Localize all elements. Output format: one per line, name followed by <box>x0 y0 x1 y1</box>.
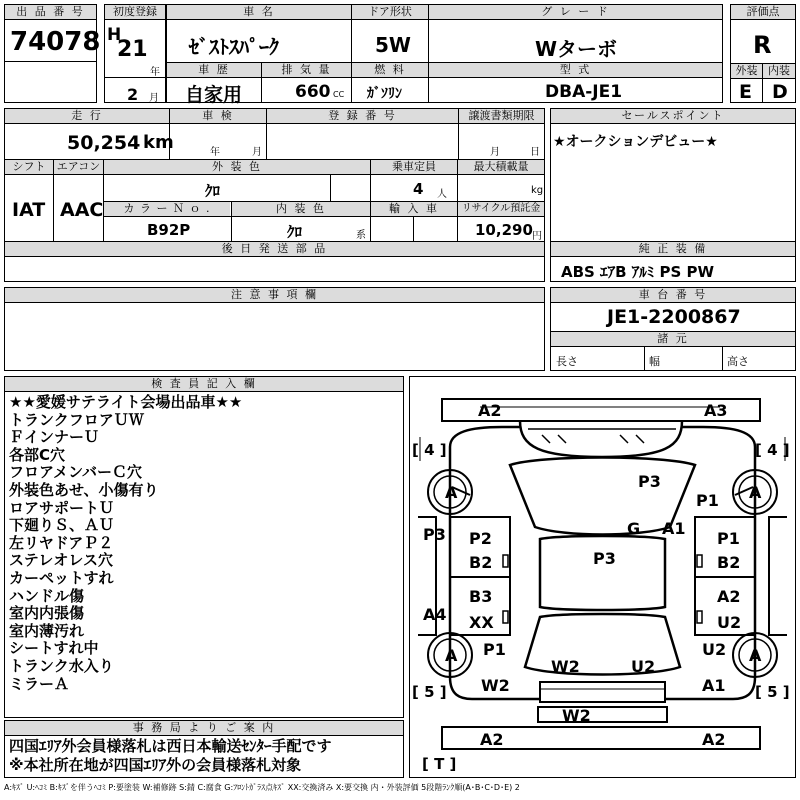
disp-unit: CC <box>333 90 345 99</box>
inspector-line: ★★愛媛サテライト会場出品車★★ <box>9 393 243 411</box>
mark-tail: W2 <box>562 706 591 725</box>
car-outline-diagram <box>410 377 795 777</box>
car-name-label: 車 名 <box>167 5 351 19</box>
insp-month-unit: 月 <box>252 147 262 158</box>
inspector-line: 室内薄汚れ <box>9 621 85 640</box>
mark-rear-u: U2 <box>631 657 656 676</box>
chassis-value: JE1-2200867 <box>607 306 741 328</box>
sales-point-text: ★オークションデビュー★ <box>553 134 718 150</box>
mark-bracket-right-bottom: [ 5 ] <box>755 683 790 701</box>
inspector-box <box>4 376 404 718</box>
spec-row-box <box>166 4 723 106</box>
color-value: ｸﾛ <box>205 182 221 200</box>
import-label: 輸 入 車 <box>371 202 457 216</box>
inspector-line: ロアサポートＵ <box>9 498 115 517</box>
intcolor-label: 内 装 色 <box>232 202 370 216</box>
inspector-line: カーペットすれ <box>9 568 114 587</box>
inspector-line: フロアメンバーＣ穴 <box>9 463 143 482</box>
mark-qtr-r: U2 <box>702 640 727 659</box>
office-box <box>4 720 404 778</box>
disp-label: 排 気 量 <box>262 63 351 77</box>
chassis-label: 車 台 番 号 <box>551 288 795 302</box>
history-value: 自家用 <box>185 84 243 106</box>
length-label: 長さ <box>556 355 578 368</box>
mileage-unit: km <box>143 132 174 153</box>
inspector-line: 各部C穴 <box>9 445 66 464</box>
inspector-line: ハンドル傷 <box>9 586 85 605</box>
chassis-box <box>550 287 796 371</box>
equipment-value: ABS ｴｱB ｱﾙﾐ PS PW <box>561 263 715 281</box>
specs-label: 諸 元 <box>551 332 795 346</box>
shift-label: シフト <box>5 160 53 174</box>
capacity-label: 乗車定員 <box>371 160 457 174</box>
colorno-value: B92P <box>147 221 191 239</box>
recycle-value: 10,290 <box>475 221 533 239</box>
int-value: D <box>772 81 788 103</box>
mileage-label: 走 行 <box>5 109 169 123</box>
insp-year-unit: 年 <box>210 147 220 158</box>
height-label: 高さ <box>727 355 749 368</box>
mark-bracket-right-top: [ 4 ] <box>755 441 790 459</box>
width-label: 幅 <box>649 355 660 368</box>
mark-door-rl-x: XX <box>469 613 494 632</box>
legend: A:ｷｽﾞ U:ﾍｺﾐ B:ｷｽﾞを伴うﾍｺﾐ P:要塗装 W:補修跡 S:錆 C:腐食 G:ﾌﾛﾝﾄｶﾞﾗｽ点ｷｽﾞ XX:交換済み X:要交換 内・外装評価 5段階ﾗﾝｸ順(A･B･C･D･E) 2 <box>4 783 520 792</box>
mark-qtr-l: P1 <box>483 640 506 659</box>
inspector-line: 室内内張傷 <box>9 604 85 623</box>
ext-label: 外装 <box>731 64 762 78</box>
office-line-1: 四国ｴﾘｱ外会員様落札は西日本輸送ｾﾝﾀｰ手配です <box>9 737 332 755</box>
caution-box <box>4 287 545 371</box>
inspector-line: 左リヤドアＰ２ <box>9 533 114 552</box>
inspector-line: ステレオレス穴 <box>9 551 113 570</box>
grade-label: グ レ ー ド <box>429 5 722 19</box>
lot-number-box <box>4 4 101 103</box>
recycle-unit: 円 <box>532 231 542 242</box>
mark-rear-glass: W2 <box>551 657 580 676</box>
mark-wheel-rl: A <box>445 646 458 665</box>
inspector-line: 下廻りＳ、ＡＵ <box>9 516 115 535</box>
transfer-label: 譲渡書類期限 <box>459 109 544 123</box>
vehicle-info-box <box>4 108 545 282</box>
score-label: 評価点 <box>731 5 795 19</box>
damage-diagram <box>409 376 796 778</box>
equipment-label: 純 正 装 備 <box>551 242 795 256</box>
disp-value: 660 <box>295 82 331 102</box>
mark-rear-l: W2 <box>481 676 510 695</box>
capacity-value: 4 <box>413 180 424 198</box>
car-name: ｾﾞｽﾄｽﾊﾟｰｸ <box>189 35 279 59</box>
lot-number: 74078 <box>10 27 101 57</box>
door-value: 5W <box>375 33 411 57</box>
month-unit: 月 <box>149 93 159 104</box>
mark-left-side-upper: P3 <box>423 525 446 544</box>
inspector-notes <box>9 394 242 693</box>
fuel-label: 燃 料 <box>352 63 428 77</box>
door-label: ドア形状 <box>352 5 428 19</box>
first-reg-label: 初度登録 <box>105 5 165 19</box>
mark-door-fl-p: P2 <box>469 529 492 548</box>
mark-wheel-fr: A <box>749 483 762 502</box>
grade-value: Wターボ <box>535 37 618 61</box>
int-label: 内装 <box>763 64 795 78</box>
year-unit: 年 <box>150 67 160 78</box>
mark-rear-r: A1 <box>702 676 726 695</box>
mark-windshield-g: G <box>627 519 641 538</box>
mark-top-right: A3 <box>704 401 728 420</box>
mark-bracket-left-top: [ 4 ] <box>412 441 447 459</box>
aircon-value: AAC <box>60 199 104 221</box>
aircon-label: エアコン <box>54 160 103 174</box>
inspector-line: シートすれ中 <box>9 639 99 658</box>
plate-label: 登 録 番 号 <box>267 109 458 123</box>
model-value: DBA-JE1 <box>545 82 623 102</box>
capacity-unit: 人 <box>437 189 447 200</box>
inspector-line: トランクフロアＵＷ <box>9 410 144 429</box>
loadcap-label: 最大積載量 <box>458 160 544 174</box>
mark-left-side-lower: A4 <box>423 605 447 624</box>
colorno-label: カ ラ ー Ｎ ｏ . <box>104 202 230 216</box>
mark-door-fr-p: P1 <box>717 529 740 548</box>
recycle-label: リサイクル預託金 <box>458 202 544 216</box>
inspection-label: 車 検 <box>170 109 266 123</box>
fuel-value: ｶﾞｿﾘﾝ <box>367 86 402 102</box>
intcolor-value: ｸﾛ <box>287 223 303 241</box>
score-box <box>730 4 796 103</box>
caution-label: 注 意 事 項 欄 <box>5 288 544 302</box>
first-registration-box <box>104 4 166 103</box>
lot-number-label: 出 品 番 号 <box>5 5 96 19</box>
mileage-value: 50,254 <box>67 132 141 154</box>
era: H <box>107 25 122 45</box>
mark-top-left: A2 <box>478 401 502 420</box>
mark-windshield-a: A1 <box>662 519 686 538</box>
mark-wheel-rr: A <box>749 646 762 665</box>
inspector-line: トランク水入り <box>9 656 114 675</box>
office-label: 事 務 局 よ り ご 案 内 <box>5 721 403 735</box>
loadcap-unit: kg <box>531 185 544 196</box>
mark-door-rl-b: B3 <box>469 587 493 606</box>
sales-point-label: セールスポイント <box>551 109 795 123</box>
color-label: 外 装 色 <box>104 160 370 174</box>
mark-bottom-right: A2 <box>702 730 726 749</box>
mark-door-rr-u: U2 <box>717 613 742 632</box>
mark-bottom-left: A2 <box>480 730 504 749</box>
inspector-line: 外装色あせ、小傷有り <box>9 480 159 499</box>
office-line-2: ※本社所在地が四国ｴﾘｱ外の会員様落札対象 <box>9 756 302 774</box>
mark-fender-r: P1 <box>696 491 719 510</box>
intcolor-suffix: 系 <box>356 230 366 241</box>
ext-value: E <box>739 81 752 103</box>
year-value: 21 <box>117 37 148 62</box>
model-label: 型 式 <box>429 63 722 77</box>
month-value: 2 <box>127 85 139 104</box>
mark-bracket-t: [ T ] <box>422 755 457 773</box>
history-label: 車 歴 <box>167 63 261 77</box>
sales-point-box <box>550 108 796 282</box>
score-value: R <box>753 31 772 59</box>
mark-door-rr-a: A2 <box>717 587 741 606</box>
mark-bracket-left-bottom: [ 5 ] <box>412 683 447 701</box>
shift-value: IAT <box>12 199 46 221</box>
mark-hood: P3 <box>638 472 661 491</box>
mark-door-fl-b: B2 <box>469 553 493 572</box>
inspector-line: ＦインナーＵ <box>9 428 100 447</box>
mark-roof: P3 <box>593 549 616 568</box>
inspector-label: 検 査 員 記 入 欄 <box>5 377 403 391</box>
mark-wheel-fl: A <box>445 483 458 502</box>
later-parts-label: 後 日 発 送 部 品 <box>5 242 544 256</box>
mark-door-fr-b: B2 <box>717 553 741 572</box>
transfer-day-unit: 日 <box>530 147 540 158</box>
transfer-month-unit: 月 <box>490 147 500 158</box>
inspector-line: ミラーＡ <box>9 674 70 693</box>
